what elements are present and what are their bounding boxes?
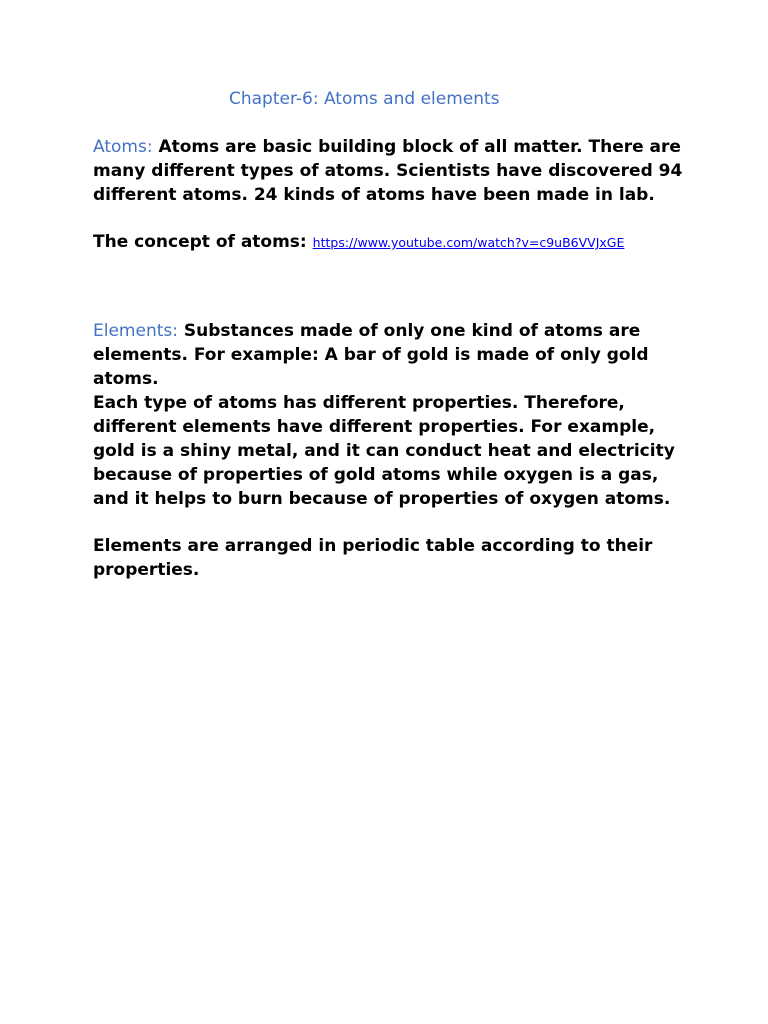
atoms-paragraph (93, 135, 683, 207)
concept-label: The concept of atoms: (93, 232, 307, 252)
atoms-label: Atoms: (93, 137, 153, 157)
atoms-text: Atoms are basic building block of all matter. There are many different types of atoms. Scientists have discovered 94 different atoms. 24 kinds of atoms have been made in lab. (93, 137, 683, 205)
periodic-table-paragraph: Elements are arranged in periodic table according to their properties. (93, 536, 653, 580)
elements-text: Substances made of only one kind of atoms are elements. For example: A bar of gold is made of only gold atoms. (93, 321, 649, 389)
chapter-title: Chapter-6: Atoms and elements (229, 89, 500, 109)
elements-label: Elements: (93, 321, 178, 341)
concept-video-link[interactable]: https://www.youtube.com/watch?v=c9uB6VVJxGE (312, 235, 625, 250)
elements-paragraph (93, 319, 683, 391)
concept-paragraph (93, 230, 683, 255)
properties-paragraph: Each type of atoms has different properties. Therefore, different elements have different properties. For example, gold is a shiny metal, and it can conduct heat and electricity because of properties of gold atoms while oxygen is a gas, and it helps to burn because of properties of oxygen atoms. (93, 393, 675, 509)
